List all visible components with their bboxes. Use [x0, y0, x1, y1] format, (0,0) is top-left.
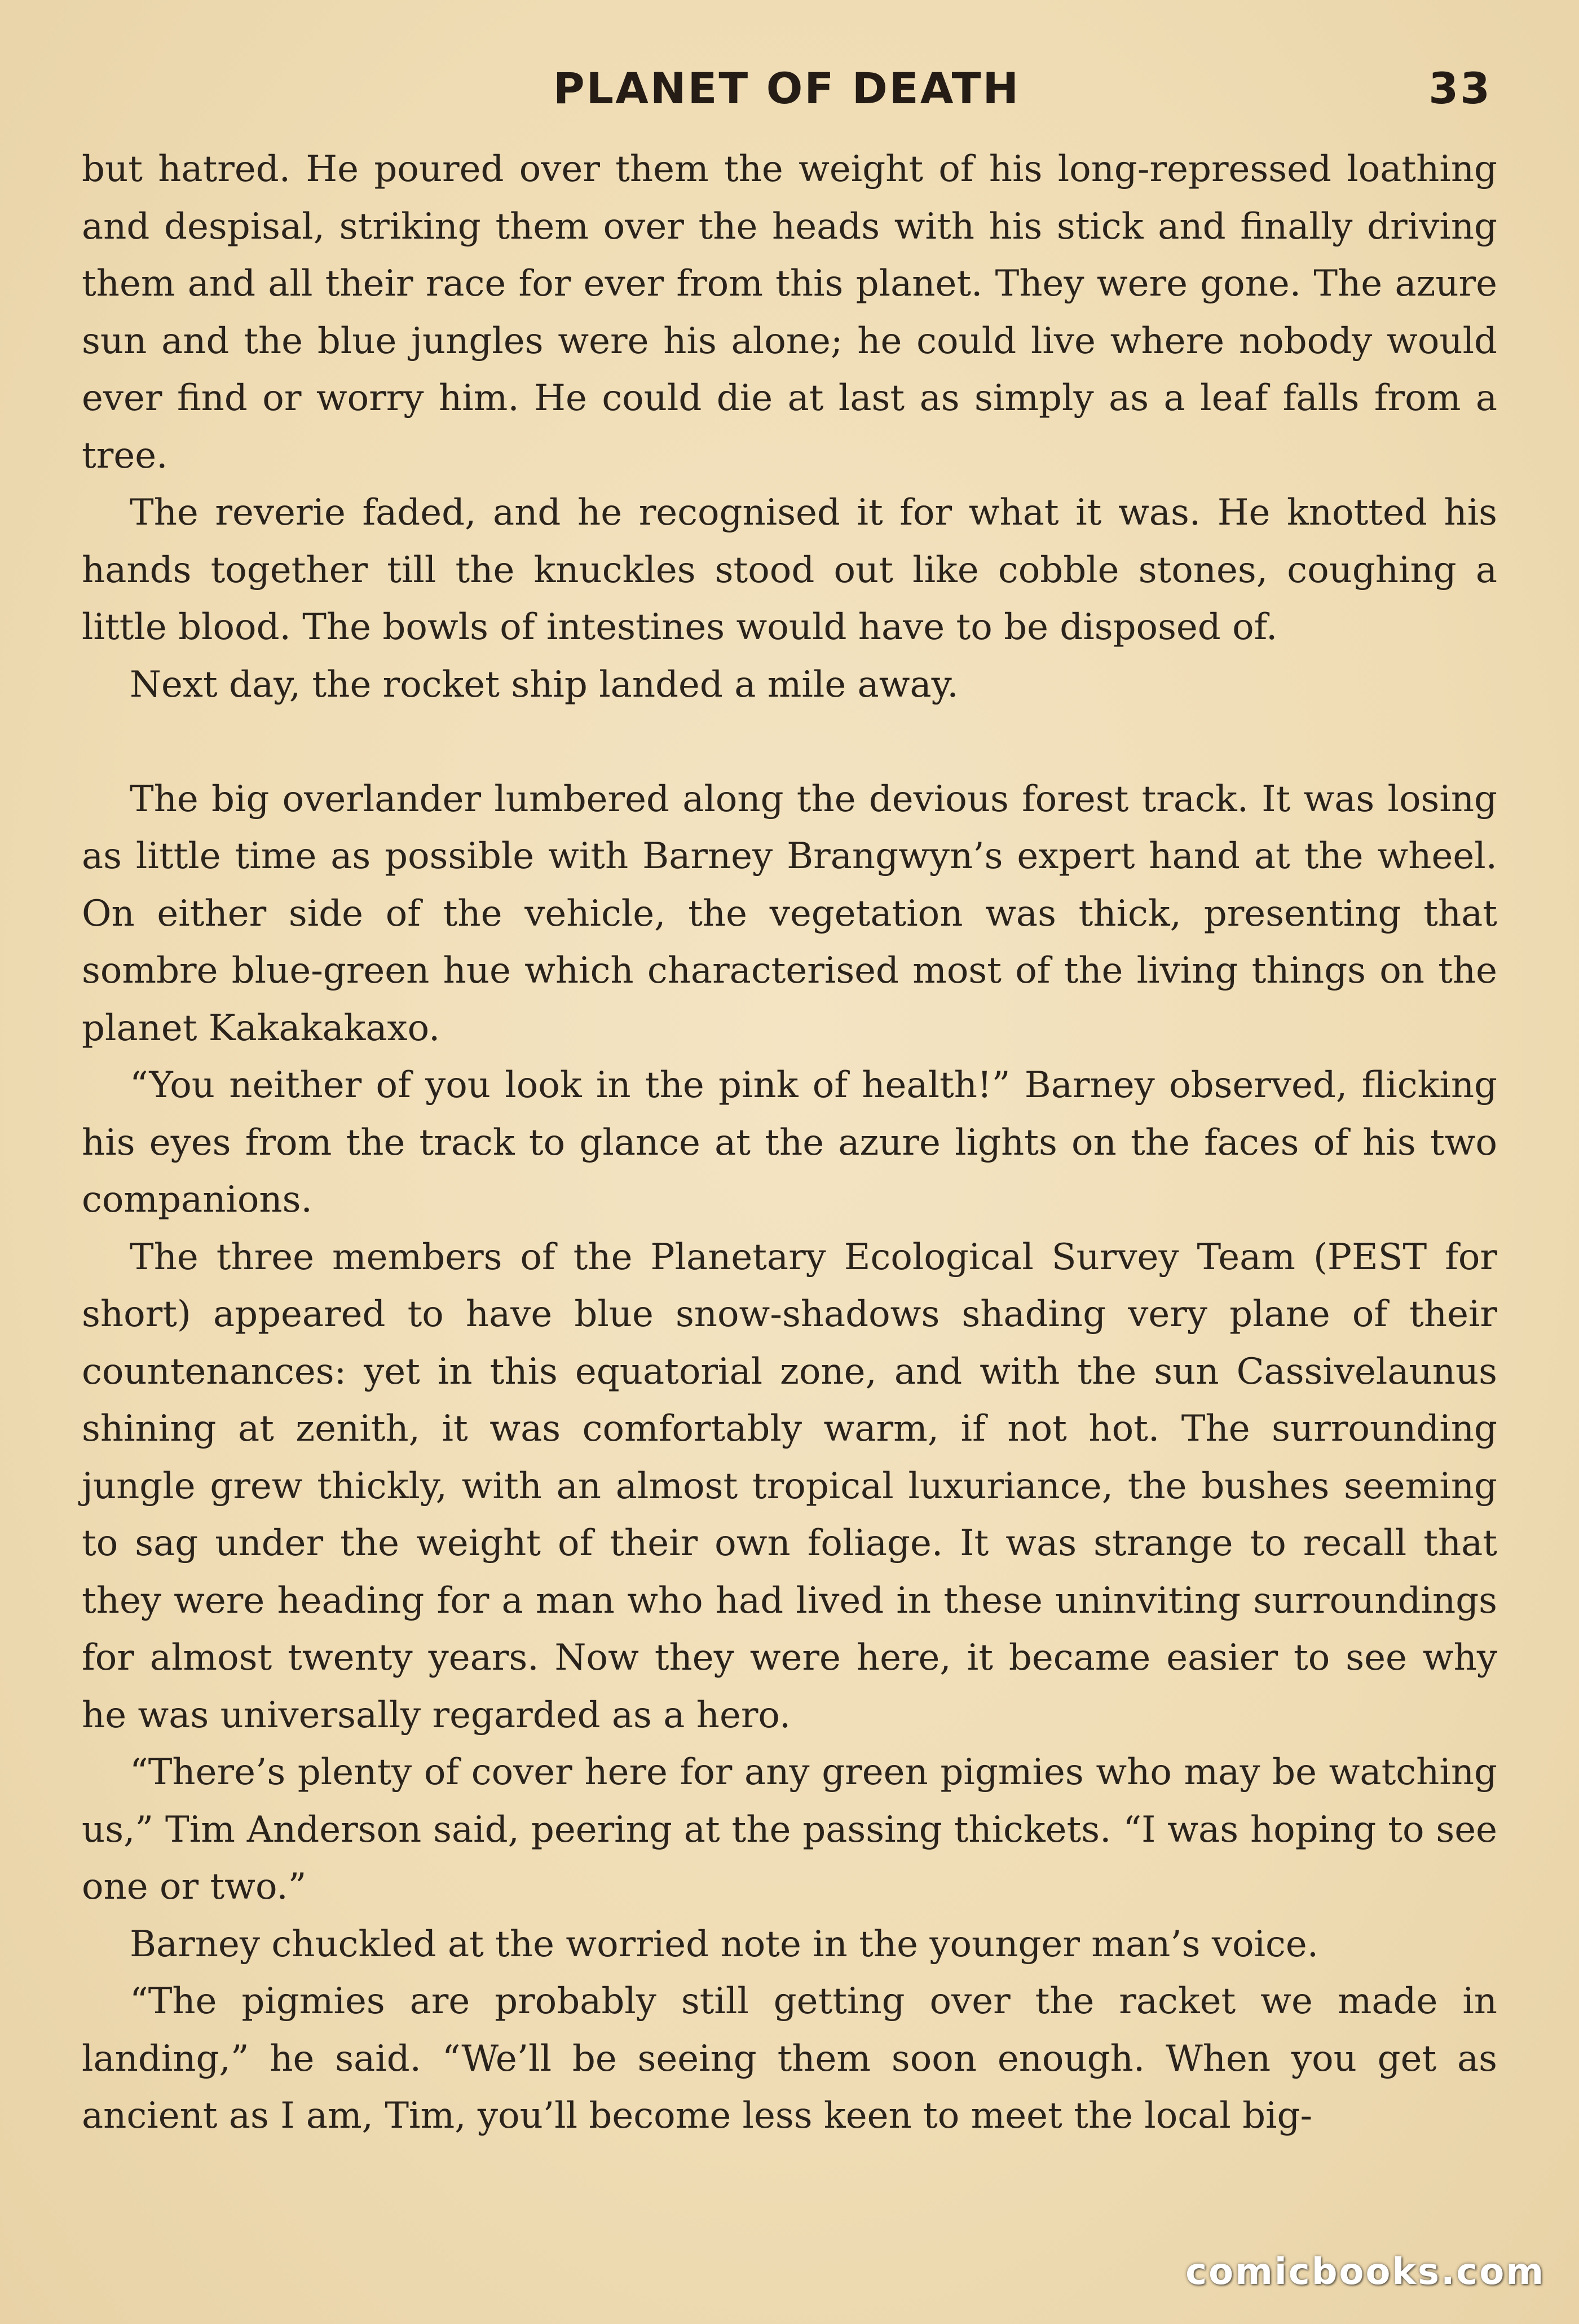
running-title: PLANET OF DEATH: [553, 63, 1021, 113]
paragraph: Barney chuckled at the worried note in the younger man’s voice.: [130, 1923, 1319, 1965]
running-head: [82, 63, 1492, 125]
section-break: [82, 714, 1497, 771]
paragraph: “You neither of you look in the pink of health!” Barney observed, flicking his eyes from the track to glance at the azure lights on the faces of his two companions.: [82, 1064, 1497, 1221]
watermark: comicbooks.com: [1185, 2251, 1545, 2293]
paragraph: The reverie faded, and he recognised it for what it was. He knotted his hands together till the knuckles stood out like cobble stones, coughing a little blood. The bowls of intestines would have to be disposed of.: [82, 492, 1497, 648]
paragraph: “The pigmies are probably still getting over the racket we made in landing,” he said. “We’ll be seeing them soon enough. When you get as ancient as I am, Tim, you’ll become less keen to meet the local big-: [82, 1980, 1497, 2137]
body-text: [82, 141, 1497, 2145]
paragraph: The big overlander lumbered along the devious forest track. It was losing as little time as possible with Barney Brangwyn’s expert hand at the wheel. On either side of the vehicle, the vegetation was thick, presenting that sombre blue-green hue which characterised most of the living things on the planet Kakakakaxo.: [82, 778, 1497, 1049]
paragraph: but hatred. He poured over them the weight of his long-repressed loathing and despisal, striking them over the heads with his stick and finally driving them and all their race for ever from this planet. They were gone. The azure sun and the blue jungles were his alone; he could live where nobody would ever find or worry him. He could die at last as simply as a leaf falls from a tree.: [82, 148, 1497, 477]
paragraph: Next day, the rocket ship landed a mile away.: [130, 663, 959, 706]
paragraph: “There’s plenty of cover here for any green pigmies who may be watching us,” Tim Anderson said, peering at the passing thickets. “I was hoping to see one or two.”: [82, 1751, 1497, 1908]
page-number: 33: [1428, 63, 1492, 113]
paragraph: The three members of the Planetary Ecological Survey Team (PEST for short) appeared to have blue snow-shadows shading very plane of their countenances: yet in this equatorial zone, and with the sun Cassivelaunus shining at zenith, it was comfortably warm, if not hot. The surrounding jungle grew thickly, with an almost tropical luxuriance, the bushes seeming to sag under the weight of their own foliage. It was strange to recall that they were heading for a man who had lived in these uninviting surroundings for almost twenty years. Now they were here, it became easier to see why he was universally regarded as a hero.: [82, 1236, 1497, 1736]
